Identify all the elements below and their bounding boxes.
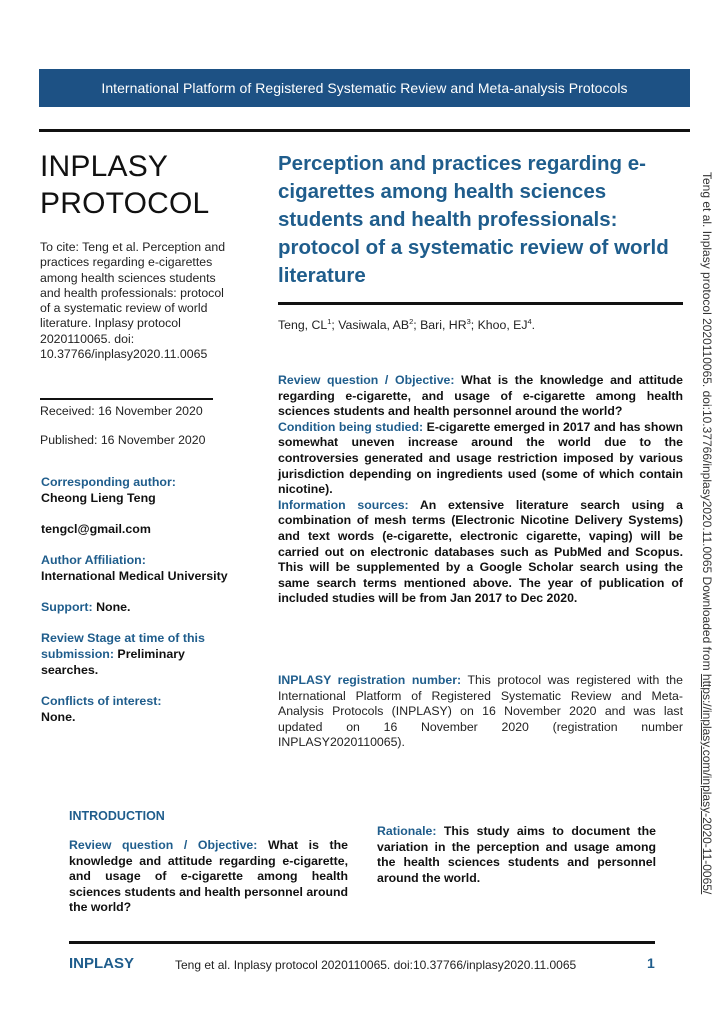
received-date: Received: 16 November 2020 [40,404,203,418]
left-column [40,148,230,362]
rationale-text: This study aims to document the variation in the perception and usage among the health sciences students and personnel around the world. [377,824,656,885]
review-stage-label: Review Stage at time of this submission: [41,631,205,661]
footer-brand: INPLASY [69,955,135,972]
support-value: None. [92,600,131,614]
author-affiliation-number: 4 [527,316,532,326]
author-affiliation-number: 2 [409,316,414,326]
registration-text: This protocol was registered with the International Platform of Registered Systematic Review and Meta-Analysis Protocols (INPLASY) on 16 November 2020 and was last updated on 16 November 2020 (registration number INPLASY2020110065). [278,673,683,750]
abstract-section-label: Information sources: [278,497,409,512]
divider [278,302,683,305]
abstract [278,373,683,607]
abstract-section-label: Condition being studied: [278,419,424,434]
abstract-section-label: Review question / Objective: [278,373,455,387]
author-affiliation-number: 3 [466,316,471,326]
abstract-section-text: E-cigarette emerged in 2017 and has shown somewhat uneven increase around the world due to the controversies generated and usage restriction imposed by various jurisdiction depending on ingredients used (some of which contain nicotine). [278,419,683,497]
author-name: Teng, CL [278,318,328,332]
page-number: 1 [647,955,655,971]
divider [40,398,213,400]
corresponding-author [41,474,241,506]
citation: To cite: Teng et al. Perception and practices regarding e-cigarettes among health sciences students and health professionals: protocol of a systematic review of world literature. Inplasy protocol 2020110065. doi: 10.37766/inplasy2020.11.0065 [40,240,226,362]
corresponding-author-name: Cheong Lieng Teng [41,491,156,505]
header-banner [39,69,690,107]
author-affiliation [41,552,241,584]
author-name: Vasiwala, AB [338,318,410,332]
objective-label: Review question / Objective: [69,838,258,852]
author-email[interactable]: tengcl@gmail.com [41,522,151,536]
author-name: Khoo, EJ [477,318,528,332]
registration-info [278,673,683,751]
dates [40,404,205,448]
conflicts [41,693,241,725]
brand-line-2: PROTOCOL [40,187,210,220]
divider [69,941,655,944]
side-text: Teng et al. Inplasy protocol 2020110065. doi:10.37766/inplasy2020.11.0065 Downloaded from [700,172,714,674]
conflicts-label: Conflicts of interest: [41,694,162,708]
abstract-section [278,498,683,607]
author-name: Bari, HR [420,318,467,332]
review-stage [41,630,241,678]
abstract-section-text: An extensive literature search using a combination of mesh terms (Electronic Nicotine Delivery Systems) and text words (e-cigarette, electronic cigarette, vaping) will be carried out on electronic databases such as PubMed and Scopus. This will be supplemented by a Google Scholar search using the same search terms mentioned above. The year of publication of included studies will be from Jan 2017 to Dec 2020. [278,497,683,606]
registration-label: INPLASY registration number: [278,673,462,687]
banner-title: International Platform of Registered Systematic Review and Meta-analysis Protocols [101,80,628,96]
metadata [41,474,241,740]
affiliation-label: Author Affiliation: [41,553,146,567]
introduction-rationale [377,824,656,886]
abstract-section-text: What is the knowledge and attitude regarding e-cigarette, and usage of e-cigarette among health sciences students and health personnel around the world? [278,373,683,419]
review-stage-value: Preliminary searches. [41,647,185,677]
side-download-note [700,172,714,894]
support [41,599,241,615]
author-list: Teng, $CL^1$; Vasiwala, $AB^2$; Bari, $HR^3$; Khoo, $EJ^4$. [278,316,536,332]
download-link[interactable]: https://inplasy.com/inplasy-2020-11-0065/ [700,673,714,895]
footer-citation: Teng et al. Inplasy protocol 2020110065. doi:10.37766/inplasy2020.11.0065 [175,958,577,972]
corresponding-author-label: Corresponding author: [41,475,176,489]
abstract-section [278,373,683,420]
rationale-label: Rationale: [377,824,437,838]
article-title: Perception and practices regarding e-cigarettes among health sciences students and health professionals: protocol of a systematic review of world literature [278,152,669,287]
affiliation-value: International Medical University [41,569,228,583]
brand-title [40,148,230,222]
abstract-section [278,420,683,498]
author-affiliation-number: 1 [327,316,332,326]
introduction-objective [69,838,348,916]
introduction-heading: INTRODUCTION [69,809,165,823]
published-date: Published: 16 November 2020 [40,433,206,447]
brand-line-1: INPLASY [40,150,169,183]
conflicts-value: None. [41,710,76,724]
divider [39,129,690,132]
support-label: Support: [41,600,93,614]
objective-text: What is the knowledge and attitude regarding e-cigarette, and usage of e-cigarette among health sciences students and health personnel around the world? [69,838,348,915]
